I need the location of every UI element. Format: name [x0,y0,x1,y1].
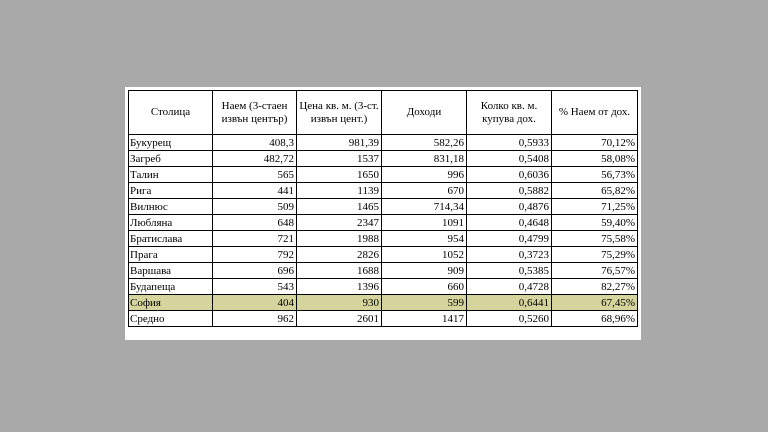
cell-rent-percent: 68,96% [552,311,638,327]
cell-price-per-sqm: 1537 [297,151,382,167]
cell-rent: 482,72 [213,151,297,167]
cell-price-per-sqm: 1465 [297,199,382,215]
cell-rent-percent: 70,12% [552,135,638,151]
cell-city: Вилнюс [129,199,213,215]
cell-city: Варшава [129,263,213,279]
cell-rent-percent: 67,45% [552,295,638,311]
cell-income: 954 [382,231,467,247]
cell-price-per-sqm: 1396 [297,279,382,295]
cell-income: 660 [382,279,467,295]
cell-rent-percent: 65,82% [552,183,638,199]
cell-price-per-sqm: 981,39 [297,135,382,151]
table-row [129,247,638,263]
cell-city: Загреб [129,151,213,167]
cell-rent-percent: 58,08% [552,151,638,167]
header-capital: Столица [129,91,213,135]
cell-city: Букурещ [129,135,213,151]
cell-price-per-sqm: 1650 [297,167,382,183]
cell-city: Талин [129,167,213,183]
cell-rent: 441 [213,183,297,199]
table-row [129,263,638,279]
cell-price-per-sqm: 2601 [297,311,382,327]
cell-rent-percent: 56,73% [552,167,638,183]
cell-rent-percent: 75,29% [552,247,638,263]
cell-city: Средно [129,311,213,327]
cell-income: 714,34 [382,199,467,215]
cell-rent: 404 [213,295,297,311]
cell-price-per-sqm: 930 [297,295,382,311]
cell-price-per-sqm: 2347 [297,215,382,231]
cell-city: Любляна [129,215,213,231]
cell-sqm-per-income: 0,5385 [467,263,552,279]
header-income: Доходи [382,91,467,135]
table-row [129,151,638,167]
cell-rent: 648 [213,215,297,231]
table-sheet [125,87,641,340]
cell-income: 599 [382,295,467,311]
cell-city: Будапеща [129,279,213,295]
cell-city: Братислава [129,231,213,247]
cell-rent-percent: 82,27% [552,279,638,295]
cell-sqm-per-income: 0,4728 [467,279,552,295]
header-rent-percent: % Наем от дох. [552,91,638,135]
cell-rent: 408,3 [213,135,297,151]
header-sqm-per-income: Колко кв. м. купува дох. [467,91,552,135]
table-row [129,311,638,327]
cell-sqm-per-income: 0,4876 [467,199,552,215]
cell-rent: 565 [213,167,297,183]
cell-sqm-per-income: 0,3723 [467,247,552,263]
cell-price-per-sqm: 1688 [297,263,382,279]
cell-sqm-per-income: 0,4799 [467,231,552,247]
table-row [129,231,638,247]
cell-sqm-per-income: 0,5933 [467,135,552,151]
cell-rent: 792 [213,247,297,263]
table-header-row [129,91,638,135]
cell-rent: 543 [213,279,297,295]
table-row [129,183,638,199]
cell-income: 582,26 [382,135,467,151]
cell-sqm-per-income: 0,6036 [467,167,552,183]
header-price-per-sqm: Цена кв. м. (3-ст. извън цент.) [297,91,382,135]
cell-income: 1417 [382,311,467,327]
cell-income: 1091 [382,215,467,231]
cell-income: 909 [382,263,467,279]
table-row [129,295,638,311]
table-row [129,135,638,151]
cell-income: 831,18 [382,151,467,167]
cell-income: 1052 [382,247,467,263]
cell-sqm-per-income: 0,5260 [467,311,552,327]
capital-rent-table [128,90,638,327]
table-row [129,167,638,183]
cell-city: София [129,295,213,311]
cell-sqm-per-income: 0,4648 [467,215,552,231]
cell-sqm-per-income: 0,6441 [467,295,552,311]
cell-price-per-sqm: 1988 [297,231,382,247]
header-rent: Наем (3-стаен извън център) [213,91,297,135]
cell-rent: 721 [213,231,297,247]
cell-rent: 696 [213,263,297,279]
cell-sqm-per-income: 0,5408 [467,151,552,167]
table-row [129,199,638,215]
cell-income: 996 [382,167,467,183]
cell-sqm-per-income: 0,5882 [467,183,552,199]
cell-city: Рига [129,183,213,199]
table-row [129,279,638,295]
cell-rent-percent: 59,40% [552,215,638,231]
cell-rent-percent: 75,58% [552,231,638,247]
cell-rent: 509 [213,199,297,215]
table-row [129,215,638,231]
cell-rent-percent: 71,25% [552,199,638,215]
cell-city: Прага [129,247,213,263]
cell-price-per-sqm: 2826 [297,247,382,263]
cell-income: 670 [382,183,467,199]
cell-rent: 962 [213,311,297,327]
cell-rent-percent: 76,57% [552,263,638,279]
cell-price-per-sqm: 1139 [297,183,382,199]
